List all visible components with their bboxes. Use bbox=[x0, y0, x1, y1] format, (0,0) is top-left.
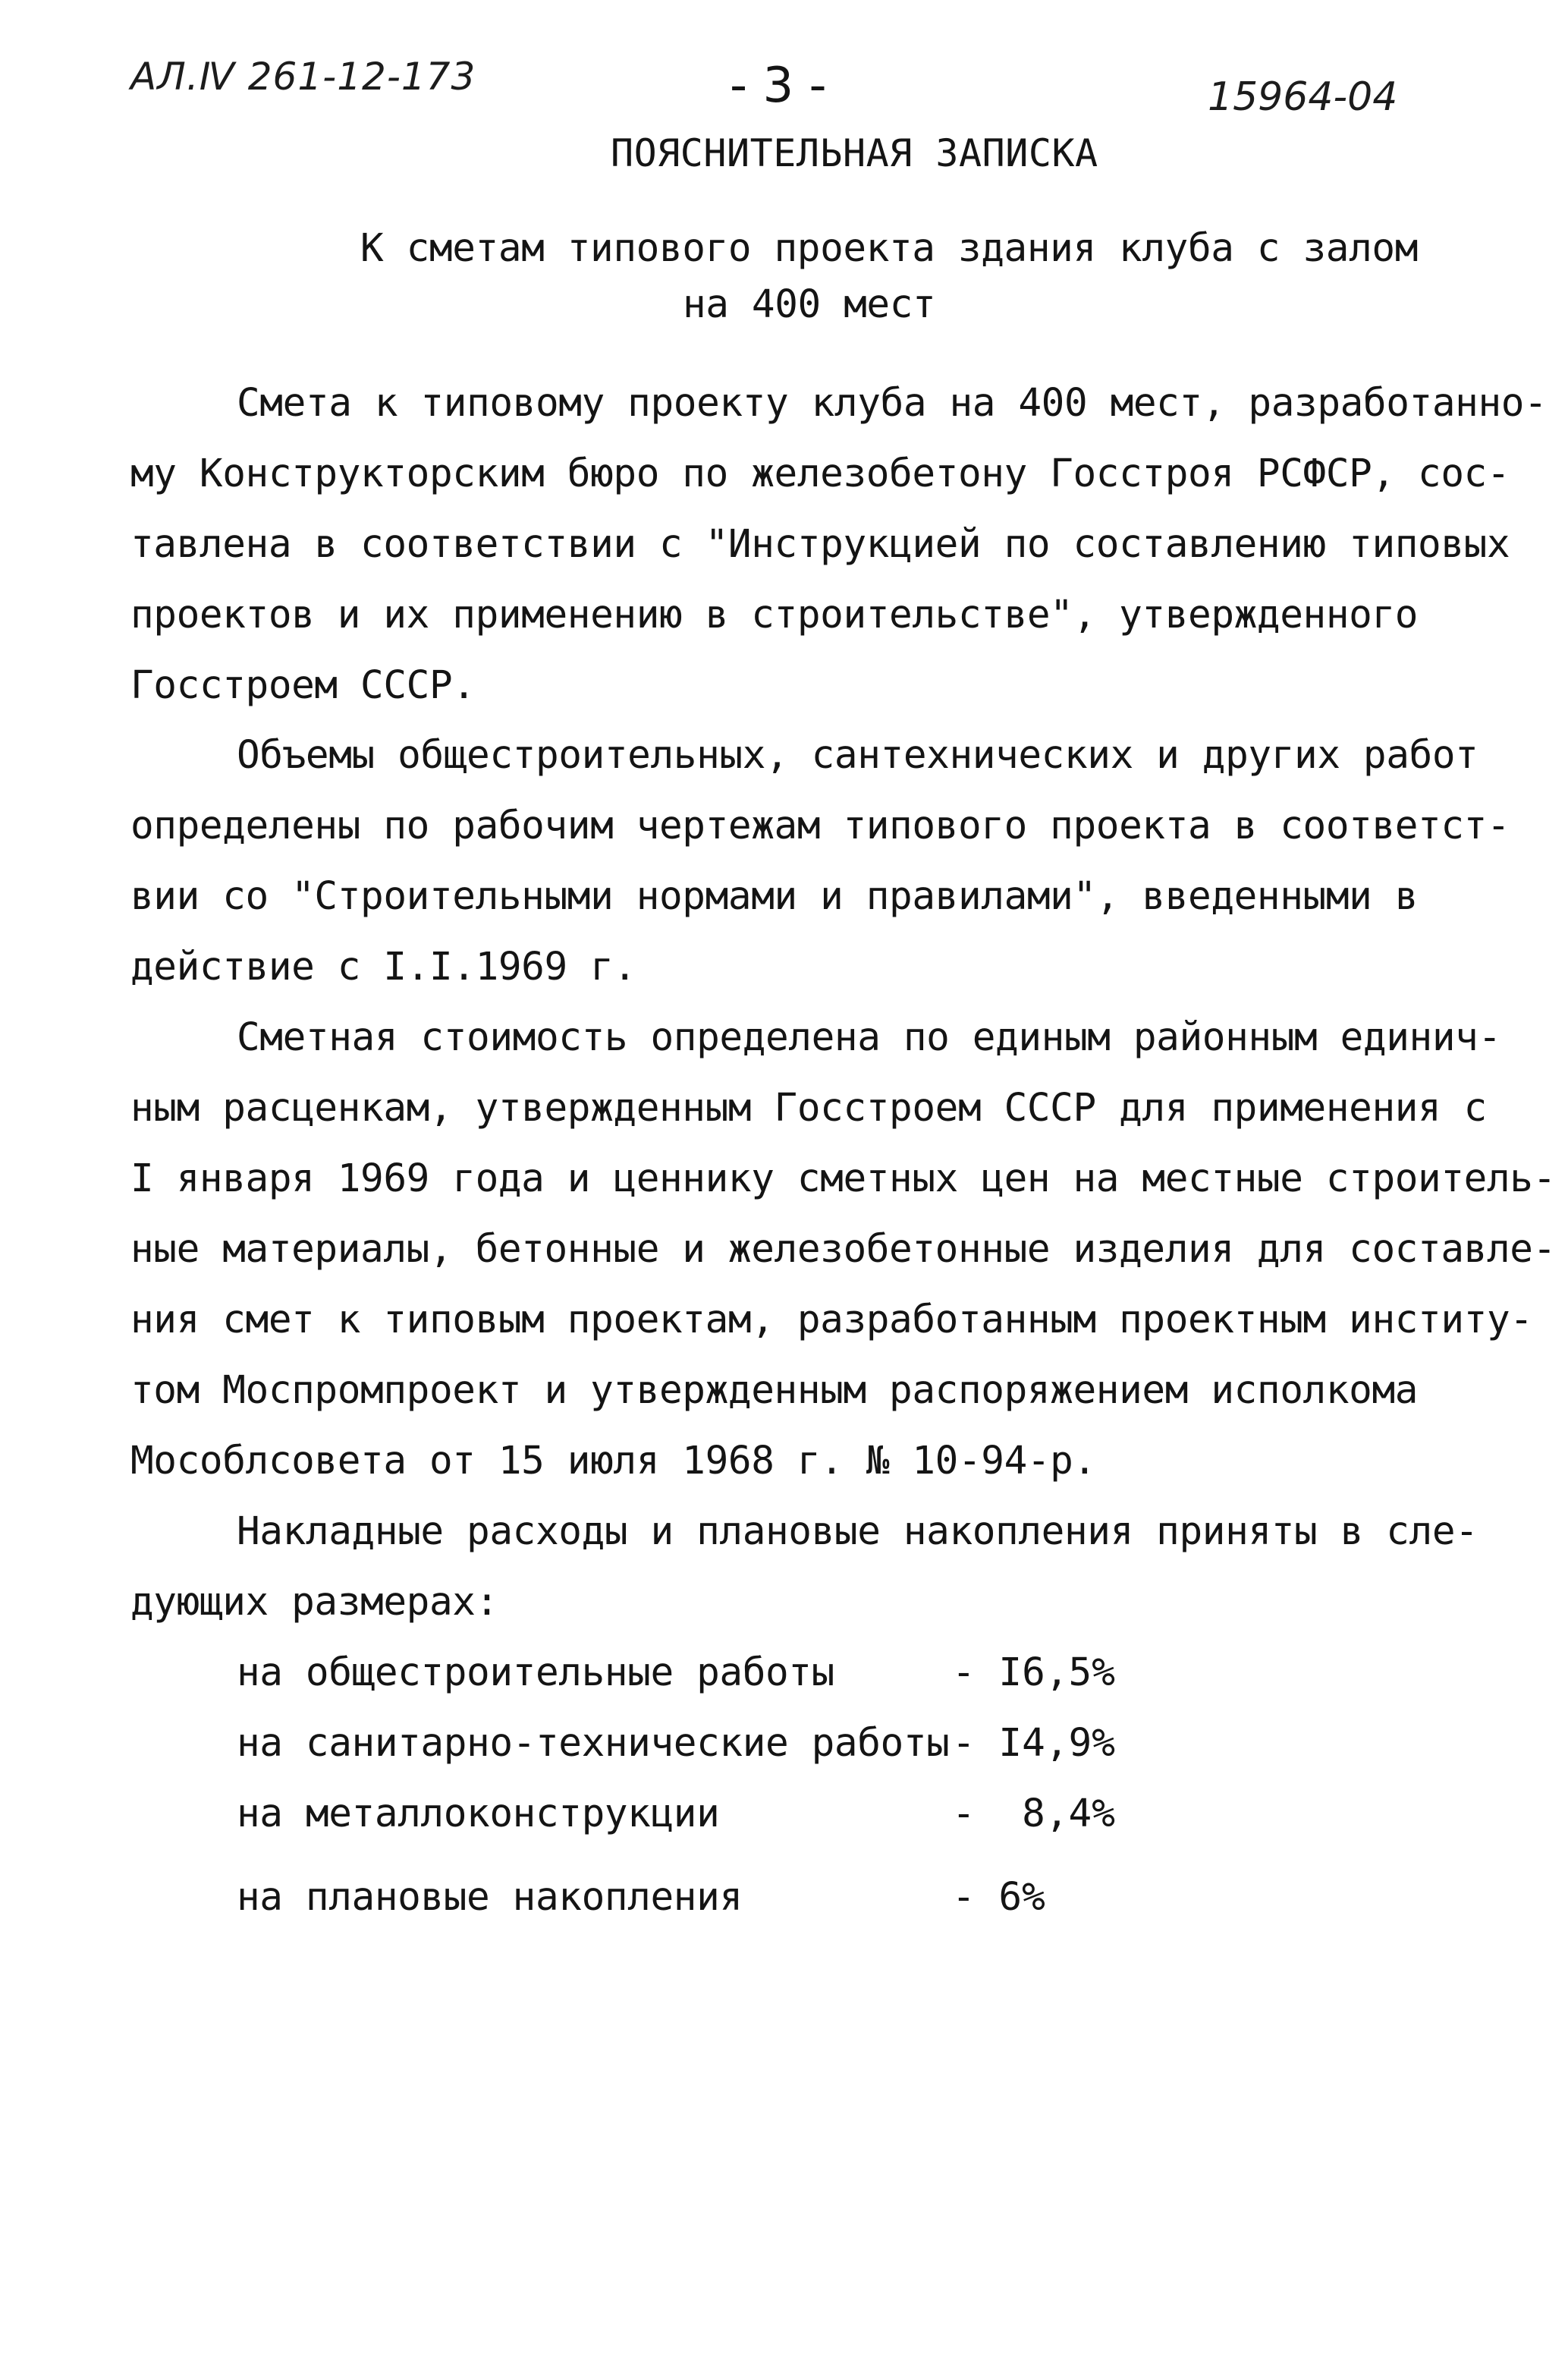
rate-value: - 8,4% bbox=[952, 1791, 1115, 1836]
paragraph-line: ния смет к типовым проектам, разработанным проектным институ- bbox=[130, 1298, 1533, 1342]
paragraph-line: том Моспромпроект и утвержденным распоряжением исполкома bbox=[130, 1368, 1419, 1413]
document-code-handwritten: АЛ.Ⅳ 261-12-173 bbox=[130, 55, 476, 99]
paragraph-line: действие с I.I.1969 г. bbox=[130, 945, 636, 989]
rate-label: на санитарно-технические работы bbox=[237, 1721, 950, 1766]
paragraph-line: Смета к типовому проекту клуба на 400 мест, разработанно- bbox=[237, 381, 1548, 426]
rate-label: на общестроительные работы bbox=[237, 1650, 834, 1695]
rate-value: - I6,5% bbox=[952, 1650, 1115, 1695]
page-number: - 3 - bbox=[730, 58, 827, 114]
paragraph-line: Накладные расходы и плановые накопления приняты в сле- bbox=[237, 1509, 1478, 1554]
sheet-number-handwritten: 15964-04 bbox=[1208, 74, 1398, 120]
paragraph-line: Сметная стоимость определена по единым районным единич- bbox=[237, 1015, 1501, 1060]
document-subtitle-line: К сметам типового проекта здания клуба с залом bbox=[360, 226, 1419, 271]
paragraph-line: Госстроем СССР. bbox=[130, 663, 476, 708]
paragraph-line: ные материалы, бетонные и железобетонные изделия для составле- bbox=[130, 1227, 1556, 1272]
rate-label: на металлоконструкции bbox=[237, 1791, 720, 1836]
paragraph-line: дующих размерах: bbox=[130, 1580, 498, 1625]
paragraph-line: тавлена в соответствии с "Инструкцией по составлению типовых bbox=[130, 522, 1510, 567]
paragraph-line: вии со "Строительными нормами и правилами", введенными в bbox=[130, 874, 1419, 919]
document-title: ПОЯСНИТЕЛЬНАЯ ЗАПИСКА bbox=[611, 131, 1098, 175]
rate-value: - I4,9% bbox=[952, 1721, 1115, 1766]
paragraph-line: му Конструкторским бюро по железобетону Госстроя РСФСР, сос- bbox=[130, 451, 1510, 496]
paragraph-line: I января 1969 года и ценнику сметных цен на местные строитель- bbox=[130, 1156, 1556, 1201]
rate-value: - 6% bbox=[952, 1875, 1045, 1920]
document-subtitle-line: на 400 мест bbox=[683, 282, 936, 327]
paragraph-line: определены по рабочим чертежам типового проекта в соответст- bbox=[130, 804, 1510, 848]
paragraph-line: Объемы общестроительных, сантехнических и других работ bbox=[237, 733, 1478, 778]
paragraph-line: ным расценкам, утвержденным Госстроем СССР для применения с bbox=[130, 1086, 1487, 1131]
paragraph-line: Мособлсовета от 15 июля 1968 г. № 10-94-р. bbox=[130, 1439, 1096, 1483]
paragraph-line: проектов и их применению в строительстве", утвержденного bbox=[130, 593, 1419, 637]
rate-label: на плановые накопления bbox=[237, 1875, 743, 1920]
